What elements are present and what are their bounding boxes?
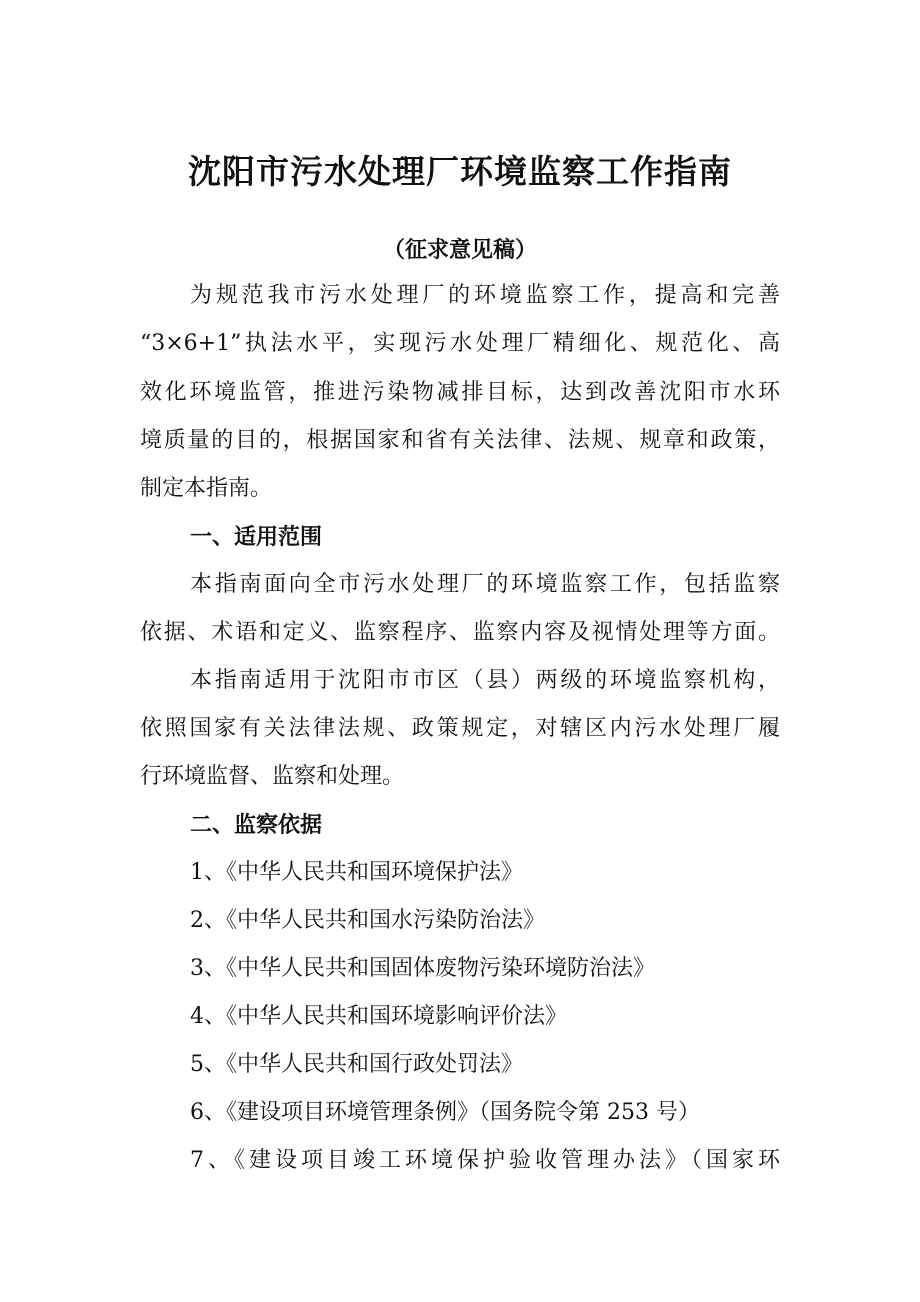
section1-para1-line: 依据、术语和定义、监察程序、监察内容及视情处理等方面。 [140, 620, 780, 645]
intro-line: “3×6+1”执法水平，实现污水处理厂精细化、规范化、高 [140, 331, 780, 356]
basis-list-item: 1、《中华人民共和国环境保护法》 [190, 860, 523, 885]
basis-list-item: 4、《中华人民共和国环境影响评价法》 [190, 1004, 567, 1029]
section1-para2-line: 依照国家有关法律法规、政策规定，对辖区内污水处理厂履 [140, 716, 780, 741]
intro-line: 境质量的目的，根据国家和省有关法律、法规、规章和政策， [140, 428, 780, 453]
basis-list-item: 2、《中华人民共和国水污染防治法》 [190, 908, 545, 933]
basis-list-item: 3、《中华人民共和国固体废物污染环境防治法》 [190, 956, 655, 981]
section2-heading: 二、监察依据 [190, 812, 323, 838]
intro-line: 制定本指南。 [140, 476, 273, 501]
section1-para1-line: 本指南面向全市污水处理厂的环境监察工作，包括监察 [190, 572, 780, 597]
basis-list-item: 6、《建设项目环境管理条例》（国务院令第 253 号） [190, 1100, 700, 1125]
section1-heading: 一、适用范围 [190, 524, 323, 550]
section1-para2-line: 行环境监督、监察和处理。 [140, 764, 405, 789]
section1-para2-line: 本指南适用于沈阳市市区（县）两级的环境监察机构， [190, 668, 780, 693]
basis-list-item: 7、《建设项目竣工环境保护验收管理办法》（国家环 [190, 1148, 780, 1173]
intro-line: 为规范我市污水处理厂的环境监察工作，提高和完善 [190, 283, 780, 308]
document-title: 沈阳市污水处理厂环境监察工作指南 [188, 152, 732, 191]
intro-line: 效化环境监管，推进污染物减排目标，达到改善沈阳市水环 [140, 380, 780, 405]
document-subtitle: （征求意见稿） [382, 237, 537, 263]
basis-list-item: 5、《中华人民共和国行政处罚法》 [190, 1052, 523, 1077]
